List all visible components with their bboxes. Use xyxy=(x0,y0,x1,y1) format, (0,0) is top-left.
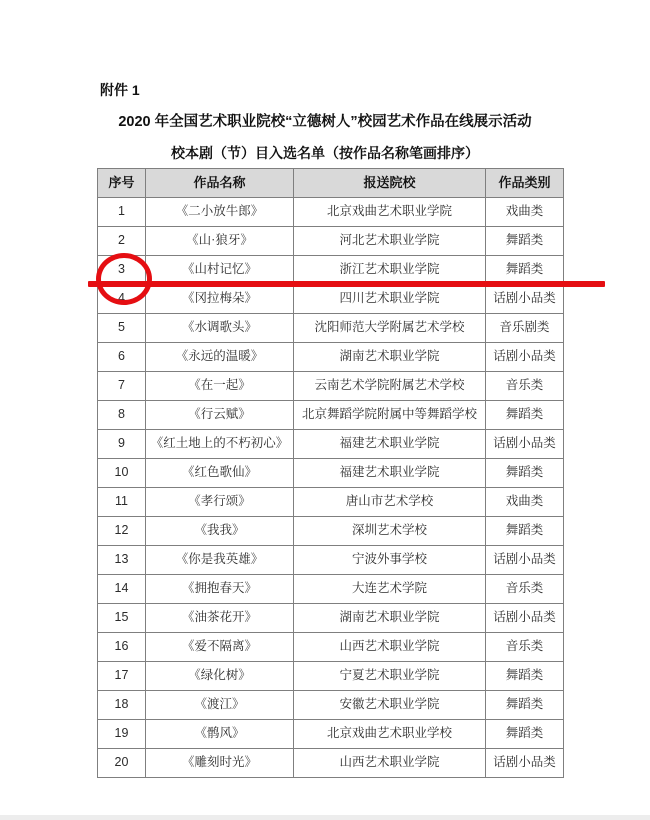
cell-number: 17 xyxy=(98,662,146,691)
cell-school: 北京戏曲艺术职业学校 xyxy=(294,720,486,749)
cell-number: 1 xyxy=(98,198,146,227)
cell-work-title: 《红色歌仙》 xyxy=(146,459,294,488)
cell-work-title: 《拥抱春天》 xyxy=(146,575,294,604)
table-row xyxy=(98,314,564,343)
cell-category: 舞蹈类 xyxy=(486,720,564,749)
table-row xyxy=(98,227,564,256)
cell-number: 9 xyxy=(98,430,146,459)
document-subtitle: 校本剧（节）目入选名单（按作品名称笔画排序） xyxy=(171,145,479,161)
cell-category: 话剧小品类 xyxy=(486,604,564,633)
table-row xyxy=(98,546,564,575)
cell-number: 20 xyxy=(98,749,146,778)
table-row xyxy=(98,343,564,372)
column-header-number: 序号 xyxy=(98,169,146,198)
cell-category: 舞蹈类 xyxy=(486,256,564,285)
table-row xyxy=(98,575,564,604)
cell-number: 6 xyxy=(98,343,146,372)
red-marker-circle xyxy=(96,253,152,305)
cell-number: 10 xyxy=(98,459,146,488)
cell-work-title: 《山村记忆》 xyxy=(146,256,294,285)
cell-school: 河北艺术职业学院 xyxy=(294,227,486,256)
cell-category: 话剧小品类 xyxy=(486,749,564,778)
table-row xyxy=(98,662,564,691)
cell-work-title: 《孝行颂》 xyxy=(146,488,294,517)
column-header-school: 报送院校 xyxy=(294,169,486,198)
cell-number: 19 xyxy=(98,720,146,749)
cell-work-title: 《永远的温暖》 xyxy=(146,343,294,372)
cell-number: 7 xyxy=(98,372,146,401)
table-header-row xyxy=(98,169,564,198)
table-row xyxy=(98,691,564,720)
cell-school: 北京舞蹈学院附属中等舞蹈学校 xyxy=(294,401,486,430)
cell-number: 3 xyxy=(98,256,146,285)
column-header-category: 作品类别 xyxy=(486,169,564,198)
cell-number: 8 xyxy=(98,401,146,430)
cell-category: 舞蹈类 xyxy=(486,662,564,691)
cell-work-title: 《雕刻时光》 xyxy=(146,749,294,778)
table-row xyxy=(98,604,564,633)
table-row xyxy=(98,372,564,401)
cell-category: 音乐类 xyxy=(486,372,564,401)
cell-number: 18 xyxy=(98,691,146,720)
cell-work-title: 《油茶花开》 xyxy=(146,604,294,633)
page-bottom-edge xyxy=(0,815,650,820)
cell-school: 宁夏艺术职业学院 xyxy=(294,662,486,691)
table-row xyxy=(98,401,564,430)
cell-number: 16 xyxy=(98,633,146,662)
cell-school: 山西艺术职业学院 xyxy=(294,749,486,778)
table-row xyxy=(98,517,564,546)
cell-category: 舞蹈类 xyxy=(486,227,564,256)
cell-school: 湖南艺术职业学院 xyxy=(294,343,486,372)
cell-number: 4 xyxy=(98,285,146,314)
cell-school: 山西艺术职业学院 xyxy=(294,633,486,662)
table-row xyxy=(98,198,564,227)
cell-work-title: 《水调歌头》 xyxy=(146,314,294,343)
cell-category: 戏曲类 xyxy=(486,488,564,517)
cell-category: 舞蹈类 xyxy=(486,691,564,720)
cell-school: 四川艺术职业学院 xyxy=(294,285,486,314)
attachment-label: 附件 1 xyxy=(100,82,140,98)
cell-category: 舞蹈类 xyxy=(486,459,564,488)
cell-school: 安徽艺术职业学院 xyxy=(294,691,486,720)
cell-work-title: 《山·狼牙》 xyxy=(146,227,294,256)
cell-school: 宁波外事学校 xyxy=(294,546,486,575)
table-row xyxy=(98,488,564,517)
cell-number: 11 xyxy=(98,488,146,517)
cell-category: 音乐剧类 xyxy=(486,314,564,343)
cell-category: 话剧小品类 xyxy=(486,430,564,459)
cell-work-title: 《冈拉梅朵》 xyxy=(146,285,294,314)
table-row xyxy=(98,430,564,459)
cell-school: 大连艺术学院 xyxy=(294,575,486,604)
cell-number: 14 xyxy=(98,575,146,604)
cell-number: 12 xyxy=(98,517,146,546)
table-row xyxy=(98,459,564,488)
cell-number: 5 xyxy=(98,314,146,343)
table-row xyxy=(98,285,564,314)
cell-work-title: 《在一起》 xyxy=(146,372,294,401)
cell-work-title: 《爱不隔离》 xyxy=(146,633,294,662)
cell-category: 音乐类 xyxy=(486,633,564,662)
column-header-title: 作品名称 xyxy=(146,169,294,198)
cell-number: 15 xyxy=(98,604,146,633)
table-row xyxy=(98,633,564,662)
document-title: 2020 年全国艺术职业院校“立德树人”校园艺术作品在线展示活动 xyxy=(118,114,532,130)
cell-work-title: 《行云赋》 xyxy=(146,401,294,430)
cell-school: 沈阳师范大学附属艺术学校 xyxy=(294,314,486,343)
cell-category: 话剧小品类 xyxy=(486,343,564,372)
cell-category: 舞蹈类 xyxy=(486,401,564,430)
cell-school: 湖南艺术职业学院 xyxy=(294,604,486,633)
cell-work-title: 《红土地上的不朽初心》 xyxy=(146,430,294,459)
cell-school: 福建艺术职业学院 xyxy=(294,459,486,488)
cell-work-title: 《鹘风》 xyxy=(146,720,294,749)
cell-work-title: 《我我》 xyxy=(146,517,294,546)
cell-number: 13 xyxy=(98,546,146,575)
table-row xyxy=(98,720,564,749)
cell-work-title: 《渡江》 xyxy=(146,691,294,720)
cell-category: 音乐类 xyxy=(486,575,564,604)
cell-school: 深圳艺术学校 xyxy=(294,517,486,546)
cell-category: 舞蹈类 xyxy=(486,517,564,546)
works-table xyxy=(97,168,564,778)
cell-school: 云南艺术学院附属艺术学校 xyxy=(294,372,486,401)
cell-category: 话剧小品类 xyxy=(486,546,564,575)
cell-number: 2 xyxy=(98,227,146,256)
cell-school: 福建艺术职业学院 xyxy=(294,430,486,459)
cell-school: 唐山市艺术学校 xyxy=(294,488,486,517)
cell-work-title: 《绿化树》 xyxy=(146,662,294,691)
table-row xyxy=(98,749,564,778)
cell-category: 话剧小品类 xyxy=(486,285,564,314)
cell-work-title: 《二小放牛郎》 xyxy=(146,198,294,227)
cell-school: 浙江艺术职业学院 xyxy=(294,256,486,285)
cell-school: 北京戏曲艺术职业学院 xyxy=(294,198,486,227)
cell-work-title: 《你是我英雄》 xyxy=(146,546,294,575)
red-marker-line xyxy=(88,281,605,287)
cell-category: 戏曲类 xyxy=(486,198,564,227)
